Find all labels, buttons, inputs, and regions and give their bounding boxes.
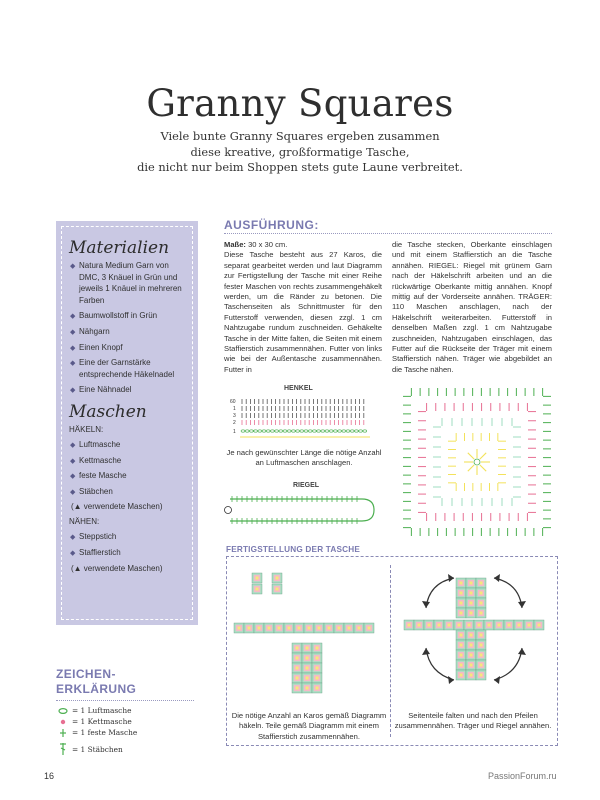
sewing-list <box>69 531 186 558</box>
list-item-label: Natura Medium Garn von DMC, 3 Knäuel in Grün und jeweils 1 Knäuel in mehreren Farben <box>79 261 182 305</box>
list-item-label: Kettmasche <box>79 455 122 465</box>
assembly-caption-left: Die nötige Anzahl an Karos gemäß Diagramm häkeln. Teile gemäß Diagramm mit einem Staffierstich zusammennähen. <box>231 711 387 741</box>
size-value: 30 x 30 cm. <box>245 240 288 249</box>
assembly-square-center <box>296 687 299 690</box>
henkel-chain <box>342 430 346 432</box>
section-heading: AUSFÜHRUNG: <box>224 218 319 232</box>
legend-divider <box>56 700 194 701</box>
assembly-square-center <box>528 624 531 627</box>
assembly-square-center <box>498 624 501 627</box>
materials-heading: Materialien <box>69 238 170 258</box>
assembly-left-diagram <box>232 568 387 708</box>
assembly-square-center <box>458 624 461 627</box>
henkel-chain <box>266 430 270 432</box>
assembly-square-center <box>488 624 491 627</box>
assembly-square-center <box>470 654 473 657</box>
assembly-square-center <box>538 624 541 627</box>
henkel-chain <box>292 430 296 432</box>
assembly-square-center <box>480 592 483 595</box>
assembly-square-center <box>268 627 271 630</box>
assembly-square-center <box>480 602 483 605</box>
henkel-chain <box>250 430 254 432</box>
instructions-column-2: die Tasche stecken, Oberkante einschlagen und mit einem Staffierstich an die Tasche annähen. RIEGEL: Riegel mit grünem Garn nach der Häkelschrift arbeiten und an die rückwärtige Oberkante mittig annähen. Knopf mittig auf der Vorderseite annähen. TRÄGER: 110 Maschen anschlagen, nach der Häkelschrift weiterarbeiten. Futterstoff in denselben Maßen zzgl. 1 cm Nahtzugabe zuschneiden, Nahtzugaben einschlagen, das Futter auf die Rückseite der Träger mit einem Staffierstich nähen. Träger wie abgebildet an die Tasche nähen. <box>392 240 552 374</box>
henkel-chain <box>304 430 308 432</box>
henkel-chain <box>275 430 279 432</box>
assembly-square-center <box>316 687 319 690</box>
diamond-bullet-icon: ◆ <box>70 387 76 395</box>
assembly-square-center <box>448 624 451 627</box>
crochet-list <box>69 439 186 497</box>
assembly-square-center <box>470 664 473 667</box>
fold-arrow-icon <box>426 648 454 680</box>
diamond-bullet-icon: ◆ <box>70 441 76 449</box>
page-title: Granny Squares <box>146 82 454 125</box>
stitches-heading: Maschen <box>69 401 147 422</box>
assembly-square-center <box>470 602 473 605</box>
henkel-row-number: 1 <box>233 429 236 435</box>
assembly-square-center <box>296 677 299 680</box>
assembly-square-center <box>480 674 483 677</box>
list-item <box>69 357 186 380</box>
assembly-square-center <box>306 677 309 680</box>
diamond-bullet-icon: ◆ <box>70 534 76 542</box>
assembly-square-center <box>480 654 483 657</box>
legend-item: = 1 Stäbchen <box>72 745 123 754</box>
list-item-label: Steppstich <box>79 532 117 542</box>
assembly-square-center <box>256 588 259 591</box>
size-label: Maße: <box>224 240 246 249</box>
assembly-square-center <box>408 624 411 627</box>
henkel-diagram <box>230 395 380 445</box>
henkel-chain <box>313 430 317 432</box>
henkel-chain <box>279 430 283 432</box>
henkel-row-number: 1 <box>233 406 236 412</box>
assembly-square-center <box>348 627 351 630</box>
granny-center-ring <box>474 459 480 465</box>
list-item <box>69 310 186 322</box>
assembly-square-center <box>470 612 473 615</box>
list-item <box>69 486 186 498</box>
assembly-square-center <box>338 627 341 630</box>
subtitle <box>0 129 600 176</box>
assembly-square-center <box>258 627 261 630</box>
assembly-square-center <box>480 634 483 637</box>
assembly-square-center <box>306 657 309 660</box>
henkel-row-number: 2 <box>233 420 236 426</box>
crochet-note: (▲ verwendete Maschen) <box>71 502 163 512</box>
legend-item: = 1 Luftmasche <box>72 706 132 715</box>
fold-arrow-icon <box>494 648 522 680</box>
assembly-square-center <box>460 664 463 667</box>
assembly-square-center <box>368 627 371 630</box>
assembly-square-center <box>470 634 473 637</box>
assembly-square-center <box>316 667 319 670</box>
sewing-note: (▲ verwendete Maschen) <box>71 563 163 573</box>
assembly-square-center <box>316 647 319 650</box>
assembly-square-center <box>480 582 483 585</box>
riegel-diagram <box>222 493 380 527</box>
list-item-label: Staffierstich <box>79 547 121 557</box>
henkel-chain <box>245 430 249 432</box>
assembly-caption-right: Seitenteile falten und nach den Pfeilen zusammennähen. Träger und Riegel annähen. <box>394 711 552 731</box>
assembly-square-center <box>480 612 483 615</box>
list-item-label: feste Masche <box>79 471 127 481</box>
legend-item: = 1 feste Masche <box>72 728 138 737</box>
list-item-label: Stäbchen <box>79 486 113 496</box>
henkel-chain <box>321 430 325 432</box>
assembly-square-center <box>460 654 463 657</box>
henkel-chain <box>287 430 291 432</box>
fold-arrow-icon <box>494 578 522 608</box>
assembly-square-center <box>470 644 473 647</box>
granny-square-chart <box>398 382 556 542</box>
section-divider <box>224 233 552 234</box>
henkel-chain <box>262 430 266 432</box>
assembly-square-center <box>518 624 521 627</box>
assembly-square-center <box>470 674 473 677</box>
assembly-square-center <box>256 577 259 580</box>
granny-center-stitch <box>480 453 486 459</box>
diamond-bullet-icon: ◆ <box>70 263 76 270</box>
assembly-square-center <box>460 644 463 647</box>
assembly-divider <box>390 565 391 737</box>
assembly-square-center <box>460 612 463 615</box>
watermark: PassionForum.ru <box>488 771 557 781</box>
assembly-square-center <box>296 647 299 650</box>
materials-panel <box>56 221 198 625</box>
list-item-label: Einen Knopf <box>79 342 123 352</box>
subtitle-line: diese kreative, großformatige Tasche, <box>190 144 410 159</box>
assembly-square-center <box>438 624 441 627</box>
list-item <box>69 531 186 543</box>
assembly-square-center <box>296 657 299 660</box>
assembly-square-center <box>316 657 319 660</box>
chain-stitch-icon <box>57 706 69 716</box>
assembly-square-center <box>358 627 361 630</box>
assembly-square-center <box>306 667 309 670</box>
assembly-square-center <box>296 667 299 670</box>
henkel-chain <box>329 430 333 432</box>
list-item-label: Nähgarn <box>79 326 110 336</box>
list-item-label: Baumwollstoff in Grün <box>79 311 158 321</box>
assembly-right-diagram <box>394 568 554 708</box>
henkel-caption: Je nach gewünschter Länge die nötige Anzahl an Luftmaschen anschlagen. <box>226 448 382 468</box>
assembly-square-center <box>248 627 251 630</box>
single-crochet-icon <box>57 728 69 738</box>
henkel-row-number: 3 <box>233 413 236 419</box>
list-item-label: Eine der Garnstärke entsprechende Häkelnadel <box>79 358 175 379</box>
assembly-square-center <box>460 592 463 595</box>
materials-panel-inner <box>61 226 193 620</box>
granny-center-stitch <box>468 453 474 459</box>
henkel-chain <box>271 430 275 432</box>
assembly-square-center <box>428 624 431 627</box>
henkel-chain <box>325 430 329 432</box>
assembly-square-center <box>238 627 241 630</box>
assembly-square-center <box>480 664 483 667</box>
granny-center-stitch <box>468 465 474 471</box>
assembly-square-center <box>278 627 281 630</box>
fold-arrow-icon <box>426 578 454 608</box>
materials-list <box>69 260 186 396</box>
henkel-chain <box>283 430 287 432</box>
crochet-label: HÄKELN: <box>69 424 104 434</box>
diamond-bullet-icon: ◆ <box>70 549 76 557</box>
henkel-chain <box>258 430 262 432</box>
henkel-chain <box>317 430 321 432</box>
assembly-square-center <box>306 687 309 690</box>
assembly-square-center <box>508 624 511 627</box>
diamond-bullet-icon: ◆ <box>70 457 76 465</box>
assembly-square-center <box>460 634 463 637</box>
assembly-square-center <box>318 627 321 630</box>
henkel-label: HENKEL <box>284 385 313 392</box>
legend-heading-line: ERKLÄRUNG <box>56 682 137 696</box>
list-item-label: Luftmasche <box>79 439 121 449</box>
henkel-chain <box>300 430 304 432</box>
instructions-text: Diese Tasche besteht aus 27 Karos, die separat gearbeitet werden und laut Diagramm zur Fertigstellung der Tasche mit einer Reihe fester Maschen von rechts zusammengehäkelt werden, um die Ränder zu betonen. Die Taschenseiten als Schnittmuster für den Futterstoff verwenden, diesen zzgl. 1 cm Nahtzugabe rundum zuschneiden. Gehäkelte Tasche in der Mitte falten, die Seiten mit einem Staffierstich zusammennähen. Futter von links wie bei der Außentasche zusammennähen. Futter in <box>224 250 382 374</box>
assembly-square-center <box>316 677 319 680</box>
button-loop-icon <box>225 507 232 514</box>
assembly-square-center <box>480 644 483 647</box>
henkel-row-number: 60 <box>230 399 236 405</box>
henkel-chain <box>308 430 312 432</box>
assembly-square-center <box>468 624 471 627</box>
granny-center-stitch <box>480 465 486 471</box>
double-crochet-icon <box>57 742 69 756</box>
assembly-square-center <box>288 627 291 630</box>
henkel-chain <box>346 430 350 432</box>
assembly-square-center <box>460 582 463 585</box>
list-item-label: Eine Nähnadel <box>79 385 132 395</box>
assembly-square-center <box>418 624 421 627</box>
henkel-chain <box>363 430 367 432</box>
instructions-column-1 <box>224 240 382 375</box>
assembly-square-center <box>460 602 463 605</box>
diamond-bullet-icon: ◆ <box>70 360 76 368</box>
diamond-bullet-icon: ◆ <box>70 488 76 496</box>
assembly-square-center <box>306 647 309 650</box>
subtitle-line: Viele bunte Granny Squares ergeben zusammen <box>160 129 440 143</box>
legend-heading-line: ZEICHEN- <box>56 667 116 681</box>
assembly-square-center <box>328 627 331 630</box>
assembly-square-center <box>308 627 311 630</box>
slip-stitch-icon <box>57 717 69 727</box>
list-item <box>69 455 186 467</box>
diamond-bullet-icon: ◆ <box>70 328 76 336</box>
legend-heading <box>56 667 136 697</box>
assembly-square-center <box>276 588 279 591</box>
henkel-chain <box>355 430 359 432</box>
page-number: 16 <box>44 771 55 781</box>
list-item <box>69 439 186 451</box>
assembly-heading: FERTIGSTELLUNG DER TASCHE <box>226 545 361 554</box>
list-item <box>69 384 186 396</box>
assembly-square-center <box>478 624 481 627</box>
assembly-square-center <box>460 674 463 677</box>
list-item <box>69 342 186 354</box>
henkel-chain <box>296 430 300 432</box>
riegel-label: RIEGEL <box>293 482 320 489</box>
assembly-square-center <box>470 592 473 595</box>
henkel-chain <box>254 430 258 432</box>
henkel-chain <box>350 430 354 432</box>
subtitle-line: die nicht nur beim Shoppen stets gute Laune verbreitet. <box>137 160 463 174</box>
list-item <box>69 326 186 338</box>
assembly-square-center <box>276 577 279 580</box>
assembly-square-center <box>470 582 473 585</box>
list-item <box>69 547 186 559</box>
henkel-chain <box>241 430 245 432</box>
diamond-bullet-icon: ◆ <box>70 344 76 352</box>
list-item <box>69 260 186 306</box>
sewing-label: NÄHEN: <box>69 517 100 527</box>
henkel-chain <box>359 430 363 432</box>
diamond-bullet-icon: ◆ <box>70 313 76 321</box>
henkel-chain <box>334 430 338 432</box>
legend-item: = 1 Kettmasche <box>72 717 132 726</box>
list-item <box>69 470 186 482</box>
diamond-bullet-icon: ◆ <box>70 473 76 481</box>
henkel-chain <box>338 430 342 432</box>
assembly-square-center <box>298 627 301 630</box>
